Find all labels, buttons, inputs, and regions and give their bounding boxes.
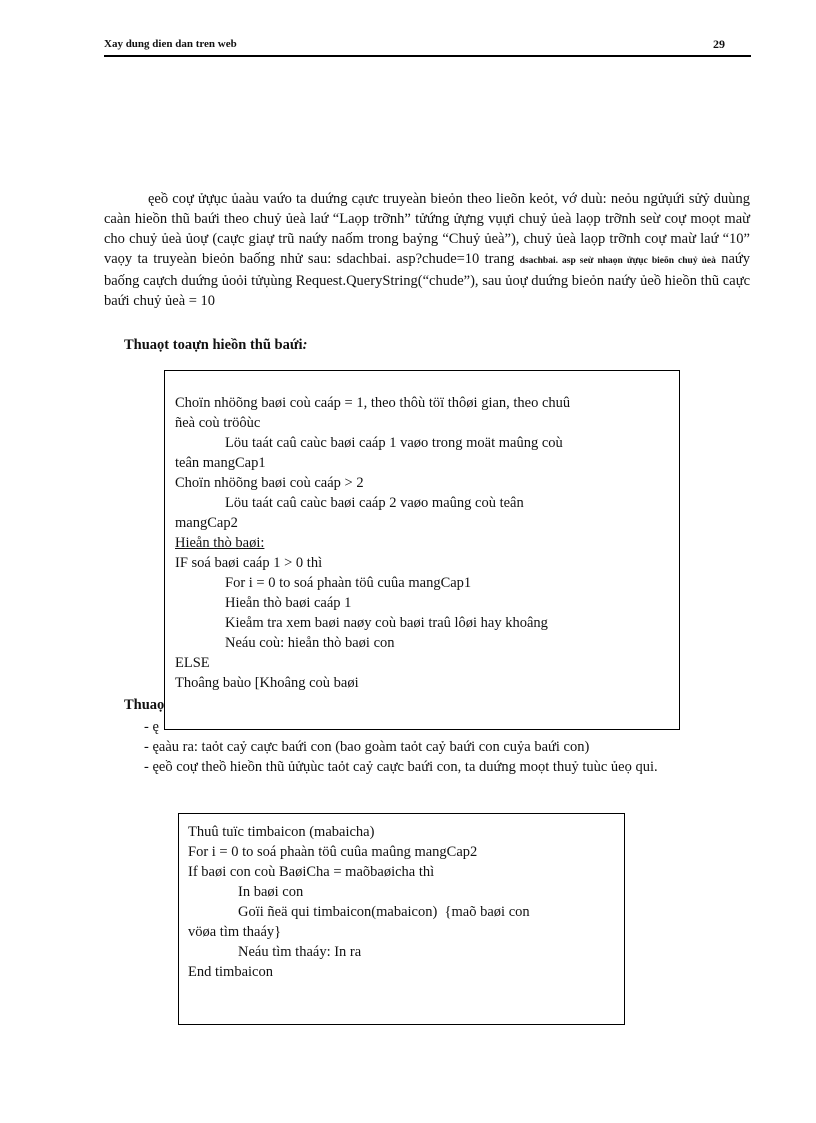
algo-line-6: Löu taát caû caùc baøi caáp 2 vaøo maûng coù teân [225, 495, 524, 511]
algo-line-11: Hieån thò baøi caáp 1 [225, 595, 352, 611]
algorithm-heading-colon: : [302, 337, 308, 353]
bullet-recursion: - ęeồ coự theồ hieồn thũ ủửụùc taỏt caỷ caực baứi con, ta duứng moọt thuỷ tuùc ủeọ qui. [144, 759, 658, 775]
second-heading: Thuaọ [124, 697, 165, 713]
paragraph-text-part2: naứy baống caựch duứng ủoỏi tửụùng Request.QueryString(“chude”), sau ủoự duứng bieỏn naứy ủeồ hieồn thũ caực baứi chuỷ ủeà = 10 [104, 251, 750, 309]
algo-line-12: Kieåm tra xem baøi naøy coù baøi traû lôøi hay khoâng [225, 615, 548, 631]
algo-line-15: Thoâng baùo [Khoâng coù baøi [175, 675, 359, 691]
proc-line-6: vöøa tìm thaáy} [188, 924, 282, 940]
procedure-box [178, 813, 625, 1025]
proc-line-2: For i = 0 to soá phaàn töû cuûa maûng mangCap2 [188, 844, 478, 860]
bullet-output: - ęaàu ra: taỏt caỷ caực baứi con (bao goàm taỏt caỷ baứi con cuỷa baứi con) [144, 739, 590, 755]
algorithm-box [164, 370, 680, 730]
proc-line-4: In baøi con [238, 884, 304, 900]
header-title: Xay dung dien dan tren web [104, 38, 237, 50]
algo-line-13: Neáu coù: hieån thò baøi con [225, 635, 395, 651]
algo-line-14: ELSE [175, 655, 210, 671]
proc-line-5: Goïi ñeä qui timbaicon(mabaicon) {maõ baøi con [238, 904, 530, 920]
algo-line-2: ñeà coù tröôùc [175, 415, 261, 431]
algo-line-4: teân mangCap1 [175, 455, 266, 471]
proc-line-7: Neáu tìm thaáy: In ra [238, 944, 362, 960]
algo-line-8: Hieån thò baøi: [175, 535, 265, 551]
algorithm-heading [124, 337, 307, 354]
algo-line-7: mangCap2 [175, 515, 238, 531]
algorithm-heading-text: Thuaọt toaựn hieồn thũ baứi [124, 337, 303, 353]
algo-line-9: IF soá baøi caáp 1 > 0 thì [175, 555, 323, 571]
proc-line-3: If baøi con coù BaøiCha = maõbaøicha thì [188, 864, 435, 880]
paragraph-inline-bold: dsachbai. asp seừ nhaọn ửựục bieõn chuỷ ủeà [519, 256, 716, 266]
algo-line-1: Choïn nhöõng baøi coù caáp = 1, theo thôù töï thôøi gian, theo chuû [175, 395, 571, 411]
algo-line-10: For i = 0 to soá phaàn töû cuûa mangCap1 [225, 575, 472, 591]
proc-line-1: Thuû tuïc timbaicon (mabaicha) [188, 824, 375, 840]
paragraph-text-part1: ęeồ coự ửựục ủaàu vaứo ta duứng cạưc truyeàn bieỏn theo lieõn keỏt, vớ duù: neỏu ngửụứi sửỷ duùng caàn hieồn thũ baứi theo chuỷ ủeà laứ “Laọp trỡnh” tửứng ửựng vụựi chuỷ ủeà laọp trỡnh seừ coự moọt maừ cho chuỷ ủeà ủoự (caực giaự trũ naứy naốm trong baỷng “Chuỷ ủeà”), chuỷ ủeà laọp trỡnh coự maừ laứ “10” vaọy ta truyeàn bieỏn baống nhử sau: sdachbai. asp?chude=10 trang [104, 191, 750, 267]
bullet-input: - ę [144, 719, 159, 735]
proc-line-8: End timbaicon [188, 964, 273, 980]
page-header [104, 38, 751, 57]
page-number: 29 [713, 37, 725, 51]
algo-line-5: Choïn nhöõng baøi coù caáp > 2 [175, 475, 364, 491]
algo-line-3: Löu taát caû caùc baøi caáp 1 vaøo trong moät maûng coù [225, 435, 563, 451]
intro-paragraph [104, 189, 750, 311]
